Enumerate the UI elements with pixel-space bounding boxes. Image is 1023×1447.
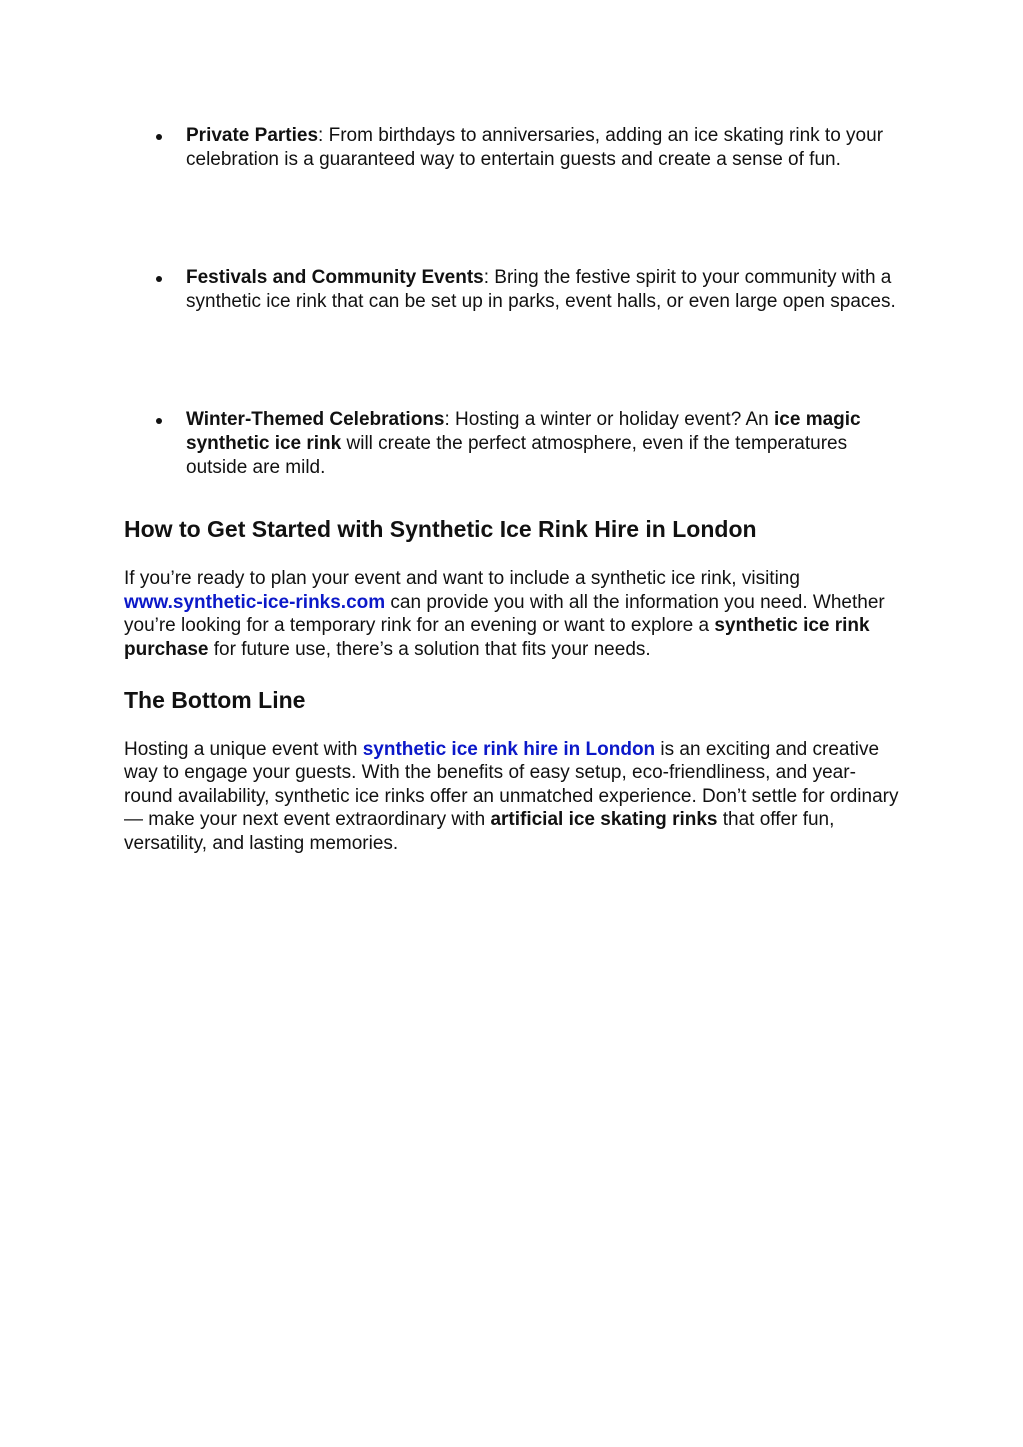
paragraph-getting-started [124, 567, 904, 661]
list-item-text: : From birthdays to anniversaries, adding an ice skating rink to your celebration is a guaranteed way to entertain guests and create a sense of fun. [186, 125, 884, 170]
paragraph-text: that offer fun, versatility, and lasting memories. [124, 809, 835, 854]
paragraph-text: If you’re ready to plan your event and want to include a synthetic ice rink, visiting [124, 568, 800, 590]
document-content [124, 124, 904, 856]
bullet-icon [156, 418, 162, 424]
list-item-festivals [124, 266, 904, 313]
list-item-title: Festivals and Community Events [186, 267, 484, 289]
list-item-title: Private Parties [186, 125, 319, 146]
rink-hire-london-link[interactable]: synthetic ice rink hire in London [362, 738, 656, 760]
paragraph-text: can provide you with all the information you need. Whether you’re looking for a temporary rink for an evening or want to explore a [124, 591, 885, 637]
list-item-text-after: will create the perfect atmosphere, even if the temperatures outside are mild. [186, 432, 848, 478]
paragraph-bold-phrase: synthetic ice rink purchase [124, 615, 870, 660]
bullet-icon [156, 276, 162, 282]
list-item-bold-phrase: ice magic synthetic ice rink [186, 409, 861, 454]
website-link[interactable]: www.synthetic-ice-rinks.com [124, 591, 386, 613]
list-item-text: : Hosting a winter or holiday event? An [444, 409, 775, 431]
list-item-title: Winter-Themed Celebrations [186, 409, 445, 431]
section-heading-bottom-line: The Bottom Line [124, 686, 306, 713]
paragraph-text: Hosting a unique event with [124, 738, 363, 760]
paragraph-text: for future use, there’s a solution that fits your needs. [208, 638, 651, 660]
paragraph-text: is an exciting and creative way to engage your guests. With the benefits of easy setup, eco-friendliness, and year-round availability, synthetic ice rinks offer an unmatched experience. Don’t settle for ordinary — make your next event extraordinary with [124, 738, 899, 831]
paragraph-bottom-line [124, 738, 904, 856]
list-item-winter-themed [124, 408, 904, 479]
paragraph-bold-phrase: artificial ice skating rinks [490, 809, 718, 831]
list-item-text: : Bring the festive spirit to your community with a synthetic ice rink that can be set up in parks, event halls, or even large open spaces. [186, 267, 896, 312]
section-heading-getting-started: How to Get Started with Synthetic Ice Rink Hire in London [124, 516, 757, 543]
bullet-icon [156, 134, 162, 140]
list-item-private-parties [124, 124, 904, 171]
event-type-list [124, 124, 904, 479]
